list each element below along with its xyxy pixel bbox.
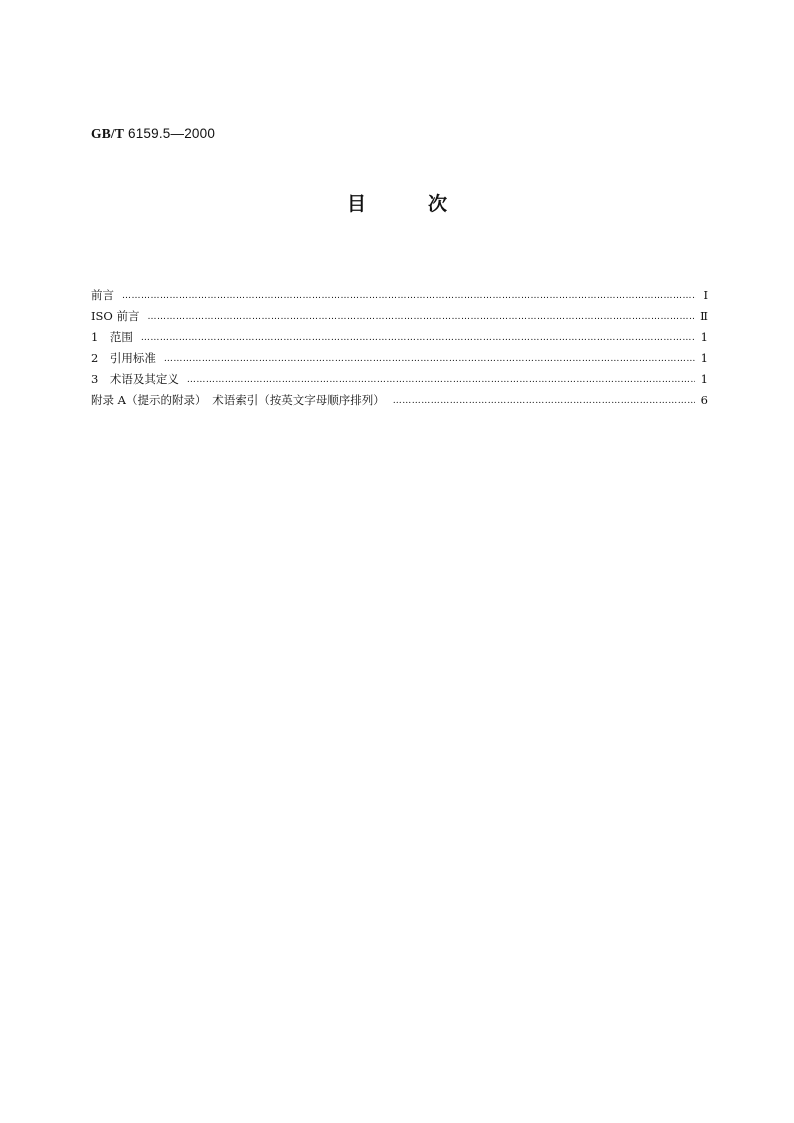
toc-entry-label: 3 术语及其定义 [91,372,179,386]
toc-entry-label: ISO 前言 [91,309,140,323]
toc-leader-dots [187,370,695,391]
toc-entry-page: Ⅱ [700,309,708,323]
toc-leader-dots [164,349,695,370]
toc-entry-terms-definitions[interactable] [91,369,708,390]
table-of-contents [91,285,708,411]
toc-entry-iso-foreword[interactable] [91,306,708,327]
toc-leader-dots [393,391,695,412]
toc-entry-label: 前言 [91,288,114,302]
toc-entry-page: 6 [700,393,708,407]
toc-entry-label: 2 引用标准 [91,351,156,365]
standard-number: 6159.5—2000 [128,126,216,141]
toc-entry-label: 附录 A（提示的附录） 术语索引（按英文字母顺序排列） [91,393,385,407]
toc-entry-page: 1 [700,372,708,386]
toc-entry-normative-references[interactable] [91,348,708,369]
standard-prefix: GB/T [91,126,125,141]
toc-leader-dots [122,286,696,307]
toc-entry-foreword[interactable] [91,285,708,306]
toc-entry-label: 1 范围 [91,330,133,344]
toc-entry-page: 1 [700,351,708,365]
toc-entry-scope[interactable] [91,327,708,348]
toc-leader-dots [141,328,695,349]
standard-code [91,126,215,142]
toc-entry-page: Ⅰ [703,288,708,302]
toc-entry-page: 1 [700,330,708,344]
toc-entry-annex-a[interactable] [91,390,708,411]
toc-leader-dots [148,307,695,328]
toc-title: 目次 [346,193,509,215]
